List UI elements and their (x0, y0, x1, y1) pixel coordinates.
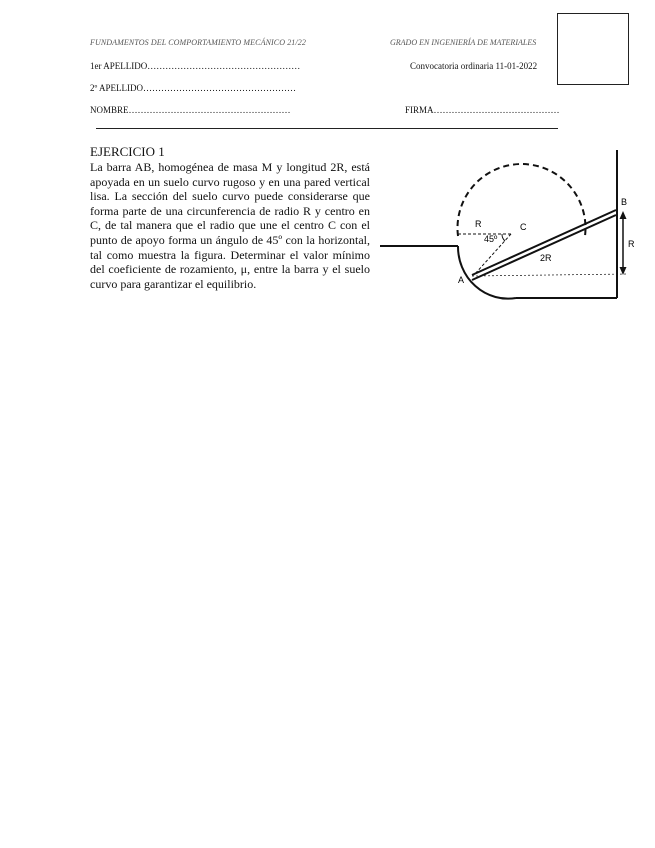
course-header: FUNDAMENTOS DEL COMPORTAMIENTO MECÁNICO 21/22 (90, 38, 306, 47)
surname1-field: 1er APELLIDO…………………………………………… (90, 61, 301, 71)
degree-header: GRADO EN INGENIERÍA DE MATERIALES (390, 38, 537, 47)
exam-call: Convocatoria ordinaria 11-01-2022 (410, 61, 538, 71)
exercise-title: EJERCICIO 1 (90, 144, 165, 159)
name-field: NOMBRE……………………………………………… (90, 105, 291, 115)
label-b: B (621, 197, 628, 207)
surname2-field: 2º APELLIDO…………………………………………… (90, 83, 297, 93)
label-angle: 45º (484, 234, 498, 244)
bar-diagram (378, 148, 640, 308)
horizontal-ref-line (472, 274, 628, 276)
label-length: 2R (540, 253, 552, 263)
exercise-statement: La barra AB, homogénea de masa M y longitud 2R, está apoyada en un suelo curvo rugoso y en una pared vertical lisa. La sección del suelo curvo puede considerarse que forma parte de una circunferencia de radio R y centro en C, de tal manera que el radio que une el centro C con el punto de apoyo forma un ángulo de 45º con la horizontal, tal como muestra la figura. Determinar el valor mínimo del coeficiente de rozamiento, μ, entre la barra y el suelo curvo para garantizar el equilibrio. (90, 160, 370, 291)
label-height: R (628, 239, 635, 249)
label-a: A (458, 275, 465, 285)
bar-ab-bottom (472, 215, 616, 280)
signature-field: FIRMA…………………………………… (405, 105, 560, 115)
header-divider (96, 128, 558, 129)
grade-box (557, 13, 629, 85)
angle-arc (502, 234, 505, 241)
arrow-up-icon (620, 211, 627, 219)
label-radius: R (475, 219, 482, 229)
label-c: C (520, 222, 527, 232)
